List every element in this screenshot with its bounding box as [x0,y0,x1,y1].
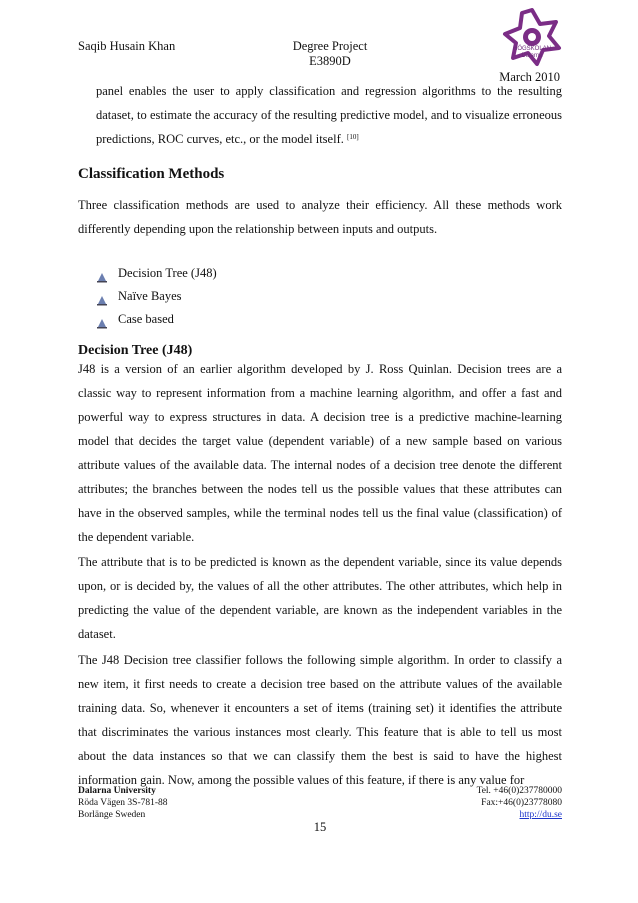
intro-text: panel enables the user to apply classification and regression algorithms to the resulting dataset, to estimate the accuracy of the resulting predictive model, and to visualize erroneous predictions, ROC curves, etc., or the model itself. [96,84,562,146]
footer-url-link[interactable]: http://du.se [519,810,562,820]
arrow-bullet-icon [96,291,108,303]
logo-text [490,46,574,60]
footer-tel: Tel. +46(0)237780000 [476,786,562,796]
list-item [96,262,217,285]
decision-tree-paragraph-3: The J48 Decision tree classifier follows the following simple algorithm. In order to classify a new item, it first needs to create a decision tree based on the attribute values of the available training data. So, whenever it encounters a set of items (training set) it identifies the attribute that discriminates the various instances most clearly. This feature that is able to tell us most about the data instances so that we can classify them the best is said to have the highest information gain. Now, among the possible values of this feature, if there is any value for [78,653,562,787]
bullet-label: Naïve Bayes [118,289,182,303]
intro-reference: [10] [346,133,359,141]
logo-line-2: Dalarna [521,53,543,59]
footer-address [78,785,168,821]
decision-tree-heading: Decision Tree (J48) [78,343,193,358]
decision-tree-paragraph-1: J48 is a version of an earlier algorithm developed by J. Ross Quinlan. Decision trees are a classic way to represent information from a machine learning algorithm, and offer a fast and powerful way to express structures in data. A decision tree is a predictive machine-learning model that decides the target value (dependent variable) of a new sample based on various attribute values of the available data. The internal nodes of a decision tree denote the different attributes; the branches between the nodes tell us the possible values that these attributes can have in the observed samples, while the terminal nodes tell us the final value (classification) of the dependent variable. [78,362,562,544]
university-logo-icon [497,8,567,74]
header-project [255,39,405,69]
footer-fax: Fax:+46(0)23778080 [481,798,562,808]
header-date: March 2010 [499,70,560,84]
header-project-title: Degree Project [292,39,368,53]
list-item [96,285,217,308]
classification-heading: Classification Methods [78,166,225,182]
decision-tree-paragraph-2: The attribute that is to be predicted is known as the dependent variable, since its value depends upon, or is decided by, the values of all the other attributes. The other attributes, which help in predicting the value of the dependent variable, are known as the independent variables in the dataset. [78,555,562,641]
bullet-label: Decision Tree (J48) [118,266,217,280]
footer-org: Dalarna University [78,786,156,796]
arrow-bullet-icon [96,314,108,326]
footer-street: Röda Vägen 3S-781-88 [78,798,168,808]
page-number: 15 [313,820,327,834]
bullet-label: Case based [118,312,174,326]
method-list [96,262,217,331]
header-author: Saqib Husain Khan [78,39,176,53]
footer-city: Borlänge Sweden [78,810,146,820]
list-item [96,308,217,331]
intro-paragraph [96,79,562,151]
classification-paragraph: Three classification methods are used to analyze their efficiency. All these methods work differently depending upon the relationship between inputs and outputs. [78,198,562,236]
footer-contact [440,785,562,821]
logo-line-1: HÖGSKOLAN [512,46,551,52]
arrow-bullet-icon [96,268,108,280]
header-project-code: E3890D [309,54,351,68]
